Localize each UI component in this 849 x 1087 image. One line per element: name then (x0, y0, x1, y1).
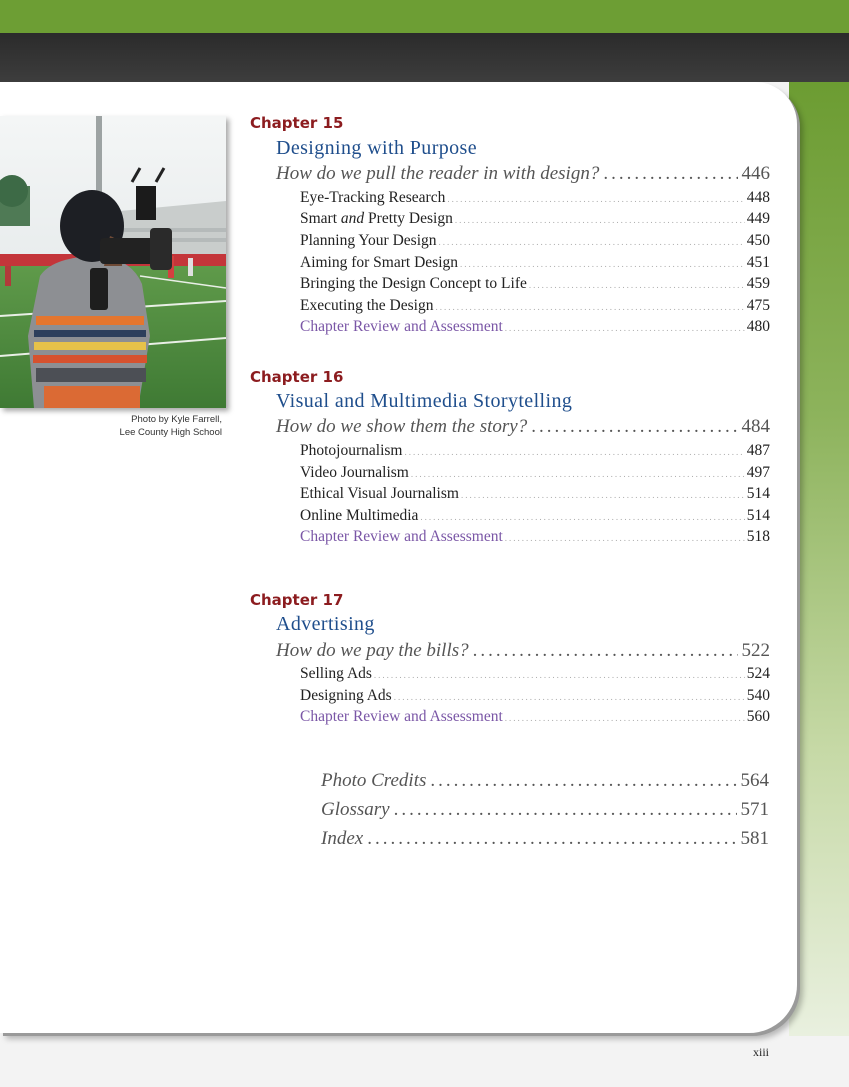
chapter-17-label: Chapter 17 (250, 591, 344, 609)
entry-title: Chapter Review and Assessment (300, 318, 503, 335)
chapter-17-question[interactable] (276, 640, 770, 662)
back-matter-title: Glossary (321, 799, 390, 820)
chapter-review-entry[interactable] (300, 708, 770, 726)
dot-leader (394, 692, 745, 702)
dot-leader (473, 640, 738, 662)
entry-page: 497 (746, 464, 770, 481)
chapter-17-title[interactable]: Advertising (276, 613, 375, 635)
photo-credit-line-1: Photo by Kyle Farrell, (131, 414, 222, 425)
dot-leader (411, 469, 745, 479)
chapter-review-entry[interactable] (300, 528, 770, 546)
toc-entry[interactable] (300, 507, 770, 525)
top-dark-band (0, 33, 849, 82)
question-page: 446 (741, 163, 770, 184)
entry-page: 449 (746, 210, 770, 227)
toc-entry[interactable] (300, 189, 770, 207)
dot-leader (460, 259, 745, 269)
page-number: xiii (753, 1045, 770, 1059)
entry-page: 451 (746, 254, 770, 271)
toc-entry[interactable] (300, 232, 770, 250)
question-text: How do we pay the bills? (276, 640, 469, 661)
toc-entry[interactable] (300, 687, 770, 705)
entry-page: 450 (746, 232, 770, 249)
toc-entry[interactable] (300, 442, 770, 460)
entry-title: Bringing the Design Concept to Life (300, 275, 527, 292)
back-matter-page: 571 (740, 799, 769, 820)
toc-entry[interactable] (300, 485, 770, 503)
question-page: 484 (741, 416, 770, 437)
dot-leader (505, 533, 745, 543)
dot-leader (394, 799, 737, 821)
dot-leader (367, 828, 736, 850)
dot-leader (505, 323, 745, 333)
photo-credit (60, 413, 222, 439)
question-text: How do we show them the story? (276, 416, 528, 437)
entry-title: Chapter Review and Assessment (300, 528, 503, 545)
dot-leader (420, 512, 744, 522)
dot-leader (404, 447, 744, 457)
entry-title: Video Journalism (300, 464, 409, 481)
entry-page: 480 (746, 318, 770, 335)
toc-entry[interactable] (300, 254, 770, 272)
back-matter-glossary[interactable] (321, 799, 769, 821)
dot-leader (455, 215, 745, 225)
back-matter-index[interactable] (321, 828, 769, 850)
entry-title: Chapter Review and Assessment (300, 708, 503, 725)
dot-leader (529, 280, 745, 290)
entry-title: Eye-Tracking Research (300, 189, 446, 206)
side-green-tab (789, 82, 849, 1036)
entry-title: Online Multimedia (300, 507, 419, 524)
dot-leader (461, 490, 745, 500)
question-text: How do we pull the reader in with design? (276, 163, 600, 184)
toc-entry[interactable] (300, 665, 770, 683)
chapter-16-label: Chapter 16 (250, 368, 344, 386)
dot-leader (505, 713, 745, 723)
entry-title: Smart and Pretty Design (300, 210, 453, 227)
back-matter-title: Index (321, 828, 364, 849)
toc-entry[interactable] (300, 275, 770, 293)
entry-title: Planning Your Design (300, 232, 437, 249)
toc-entry[interactable] (300, 210, 770, 228)
entry-page: 540 (746, 687, 770, 704)
entry-title: Executing the Design (300, 297, 434, 314)
dot-leader (447, 194, 744, 204)
photo-credit-line-2: Lee County High School (119, 427, 222, 438)
back-matter-title: Photo Credits (321, 770, 427, 791)
dot-leader (531, 416, 737, 438)
entry-page: 514 (746, 485, 770, 502)
chapter-15-question[interactable] (276, 163, 770, 185)
back-matter-page: 564 (740, 770, 769, 791)
back-matter-page: 581 (740, 828, 769, 849)
entry-page: 448 (746, 189, 770, 206)
question-page: 522 (741, 640, 770, 661)
top-green-band (0, 0, 849, 33)
dot-leader (603, 163, 737, 185)
entry-title: Ethical Visual Journalism (300, 485, 459, 502)
entry-title: Selling Ads (300, 665, 372, 682)
entry-page: 487 (746, 442, 770, 459)
entry-title: Designing Ads (300, 687, 392, 704)
dot-leader (374, 670, 745, 680)
back-matter-photo-credits[interactable] (321, 770, 769, 792)
entry-title: Aiming for Smart Design (300, 254, 458, 271)
toc-entry[interactable] (300, 464, 770, 482)
chapter-16-question[interactable] (276, 416, 770, 438)
entry-page: 514 (746, 507, 770, 524)
entry-page: 475 (746, 297, 770, 314)
entry-title: Photojournalism (300, 442, 403, 459)
toc-entry[interactable] (300, 297, 770, 315)
videographer-photo (0, 116, 226, 408)
chapter-16-title[interactable]: Visual and Multimedia Storytelling (276, 390, 573, 412)
entry-page: 518 (746, 528, 770, 545)
entry-page: 560 (746, 708, 770, 725)
chapter-review-entry[interactable] (300, 318, 770, 336)
chapter-15-title[interactable]: Designing with Purpose (276, 137, 478, 159)
dot-leader (439, 237, 745, 247)
dot-leader (430, 770, 736, 792)
chapter-15-label: Chapter 15 (250, 114, 344, 132)
entry-page: 459 (746, 275, 770, 292)
dot-leader (435, 302, 744, 312)
entry-page: 524 (746, 665, 770, 682)
